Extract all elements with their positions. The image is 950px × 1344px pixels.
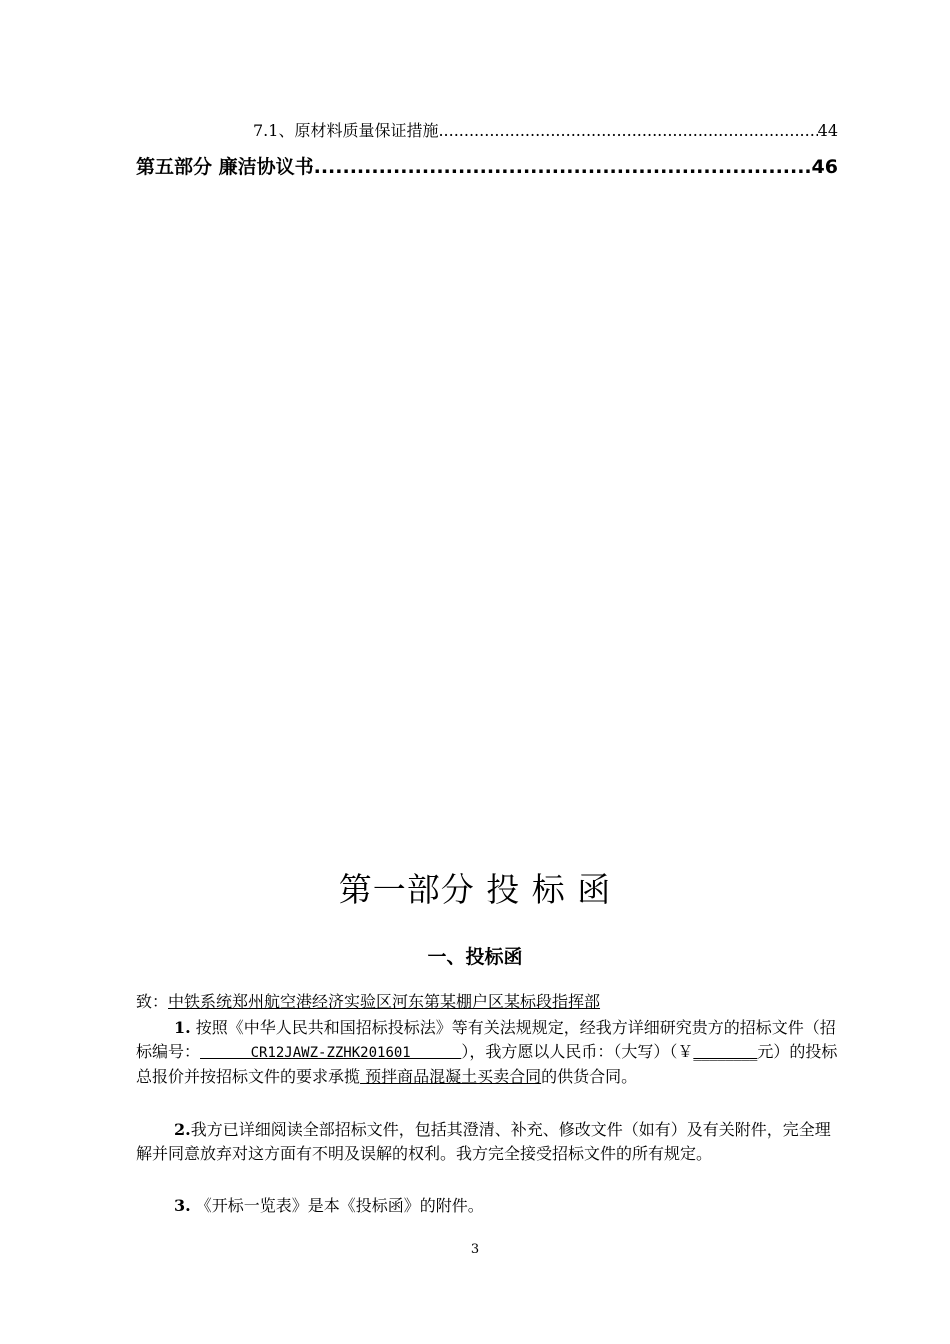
toc-dot-leader <box>438 121 817 140</box>
recipient-name: 中铁系统郑州航空港经济实验区河东第某棚户区某标段指挥部 <box>168 992 601 1011</box>
paragraph-number: 2. <box>174 1120 191 1139</box>
paragraph-text: 的供货合同。 <box>541 1067 638 1086</box>
toc-entry-part-five[interactable] <box>136 152 838 179</box>
salutation-prefix: 致： <box>136 992 169 1011</box>
toc-entry-page: 46 <box>811 156 838 178</box>
paragraph-number: 1. <box>174 1018 191 1037</box>
salutation <box>136 990 839 1014</box>
amount-blank: ________ <box>693 1042 758 1061</box>
page-number: 3 <box>470 1242 480 1257</box>
paragraph-text: 元）的投标总报价并按招标文件的要求承揽 <box>136 1042 838 1086</box>
toc-dot-leader <box>314 156 812 178</box>
part-title: 第一部分 投 标 函 <box>338 870 612 909</box>
tender-number: CR12JAWZ-ZZHK201601 <box>200 1045 462 1061</box>
paragraph-text: 按照《中华人民共和国招标投标法》等有关法规规定，经我方详细研究贵方的招标文件（招标编号： <box>136 1018 836 1061</box>
toc-entry-label: 7.1、原材料质量保证措施 <box>253 121 439 140</box>
section-title: 一、投标函 <box>427 946 523 968</box>
toc-entry-materials-quality[interactable] <box>253 118 838 141</box>
paragraph-2 <box>136 1118 839 1166</box>
paragraph-text: 我方已详细阅读全部招标文件，包括其澄清、补充、修改文件（如有）及有关附件，完全理解并同意放弃对这方面有不明及误解的权利。我方完全接受招标文件的所有规定。 <box>136 1120 831 1163</box>
paragraph-3 <box>136 1194 839 1218</box>
paragraph-text: 《开标一览表》是本《投标函》的附件。 <box>190 1196 484 1215</box>
paragraph-number: 3. <box>174 1196 191 1215</box>
toc-entry-page: 44 <box>817 121 838 140</box>
paragraph-text: ），我方愿以人民币：（大写）（￥ <box>461 1042 694 1061</box>
toc-entry-label: 第五部分 廉洁协议书 <box>136 156 314 178</box>
paragraph-1 <box>136 1016 839 1089</box>
contract-name: 预拌商品混凝土买卖合同 <box>360 1067 542 1086</box>
